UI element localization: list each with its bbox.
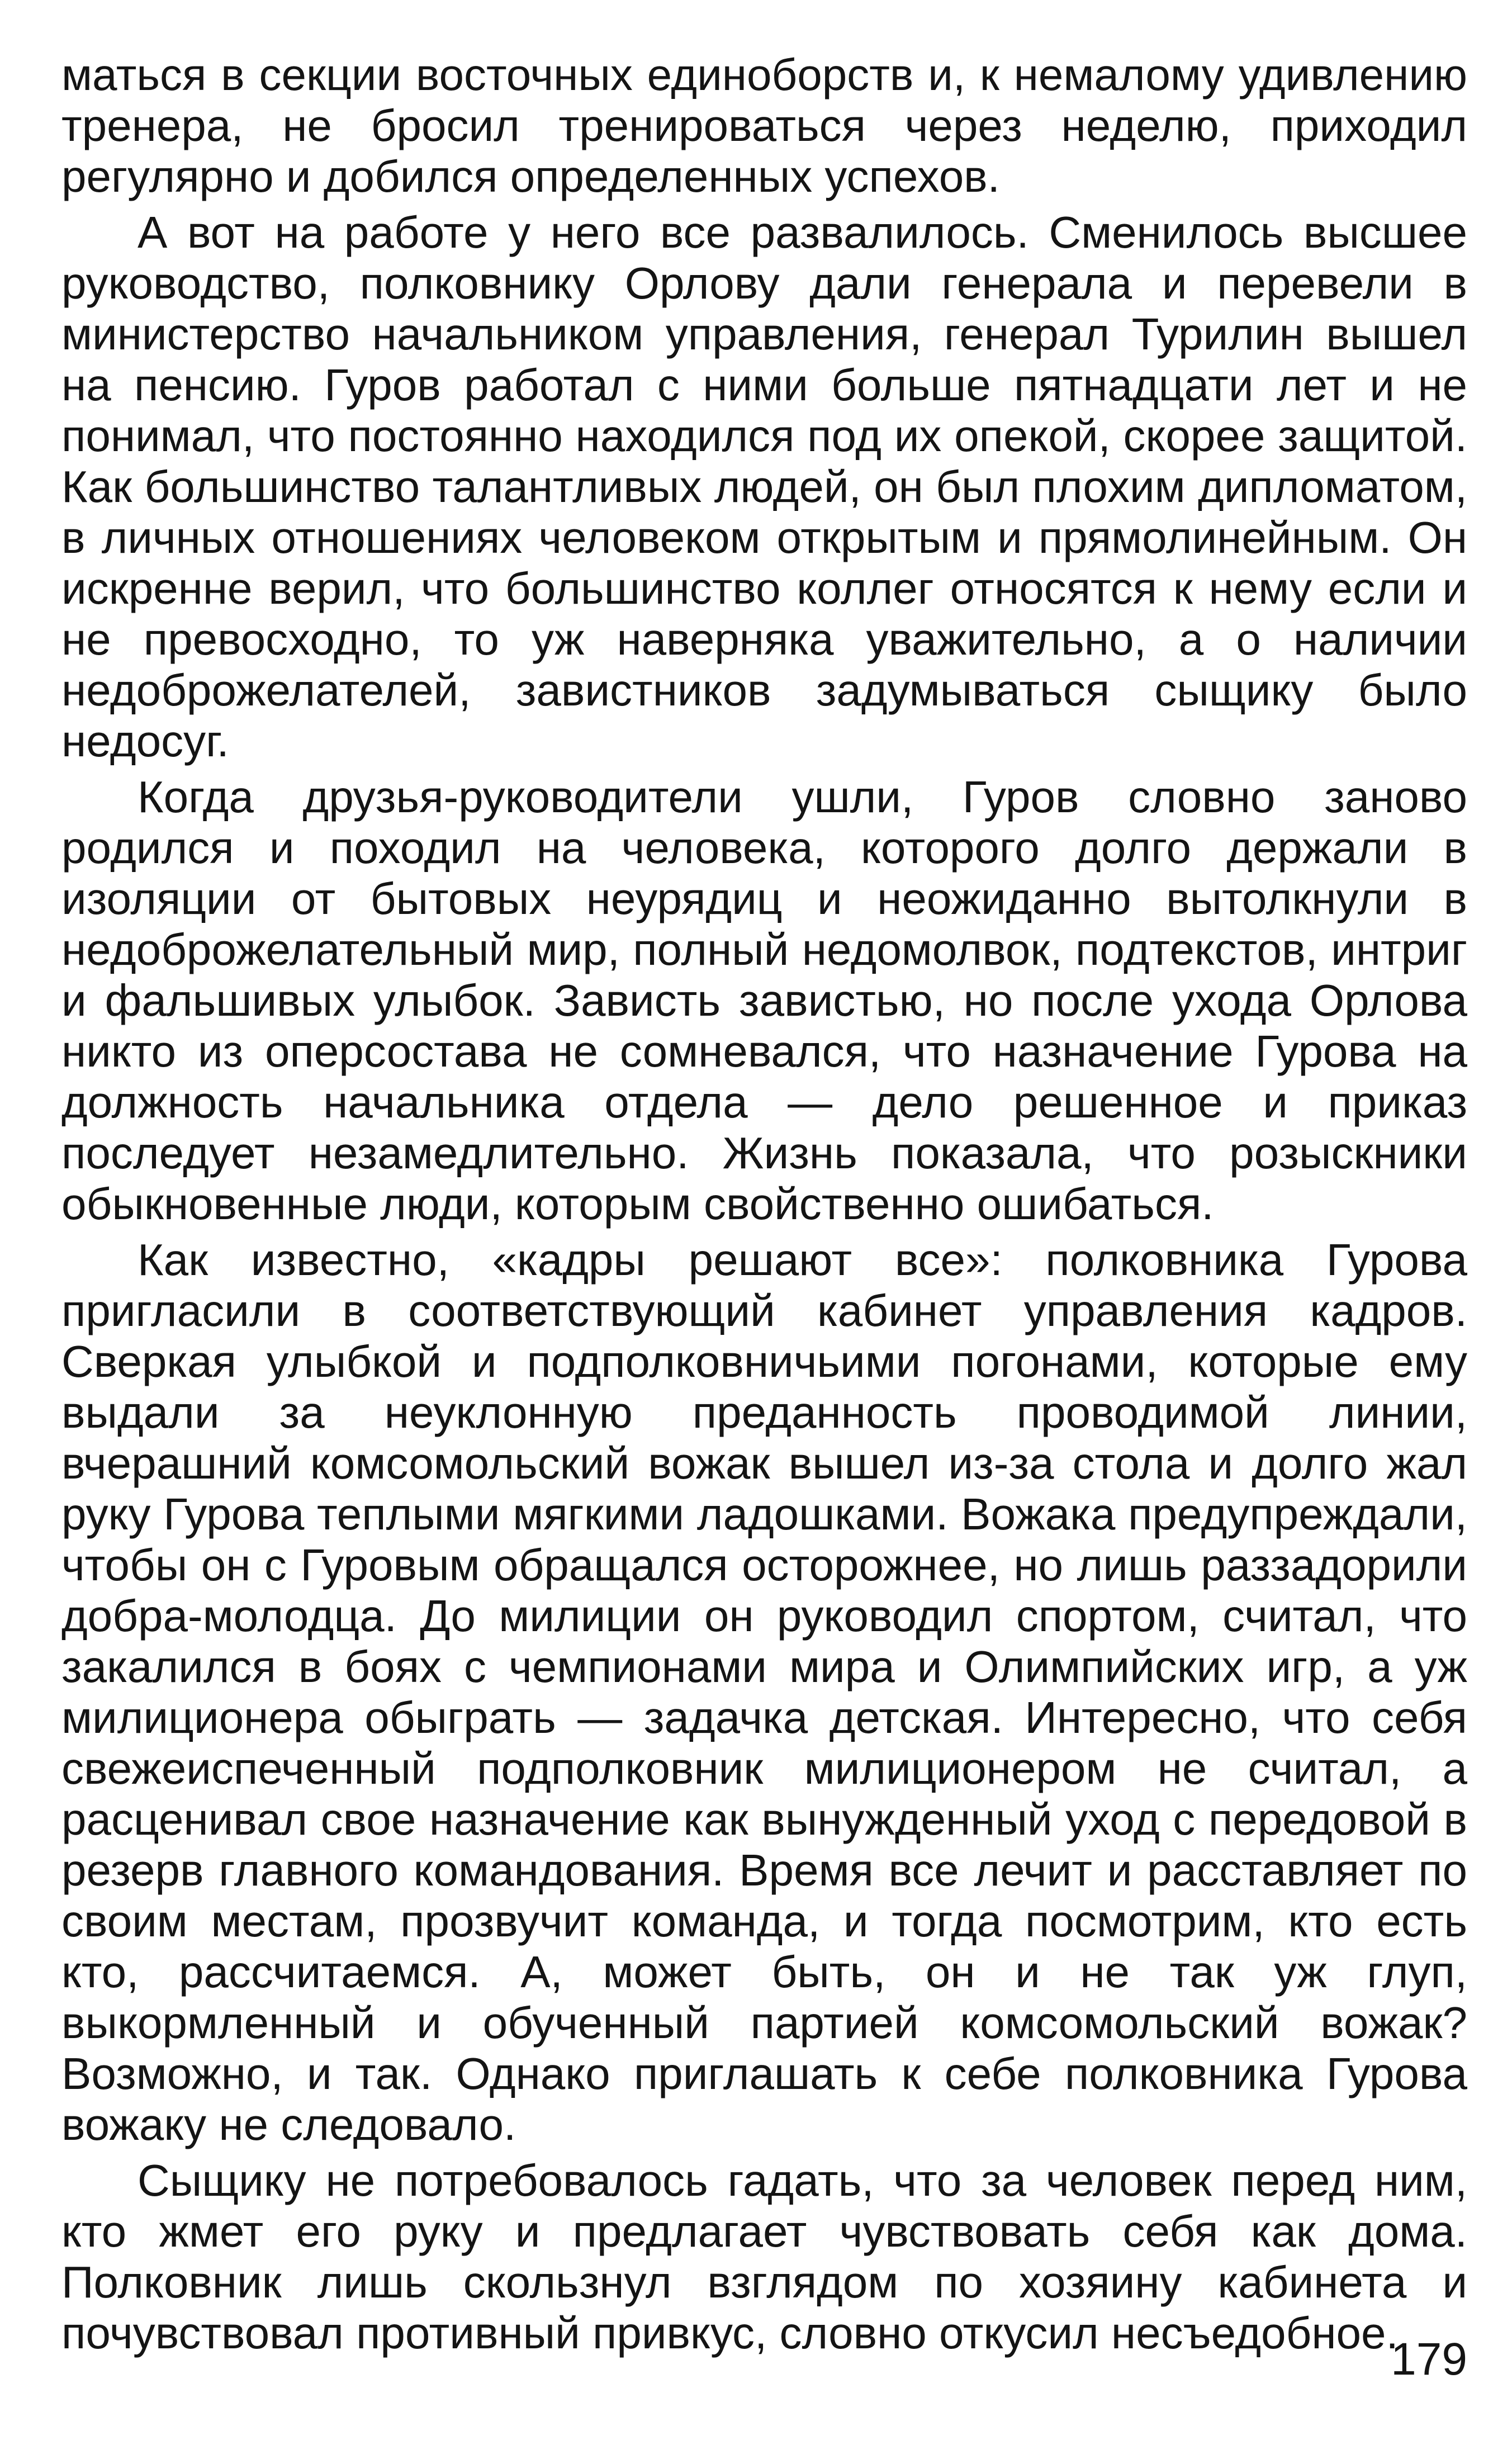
paragraph: Сыщику не потребовалось гадать, что за человек перед ним, кто жмет его руку и предлагает чувствовать себя как дома. Полковник лишь скользнул взглядом по хозяину кабинета и почувствовал противный привкус, словно откусил несъедобное. [61, 2155, 1467, 2358]
paragraph: А вот на работе у него все развалилось. Сменилось высшее руководство, полковнику Орлову дали генерала и перевели в министерство начальником управления, генерал Турилин вышел на пенсию. Гуров работал с ними больше пятнадцати лет и не понимал, что постоянно находился под их опекой, скорее защитой. Как большинство талантливых людей, он был плохим дипломатом, в личных отношениях человеком открытым и прямолинейным. Он искренне верил, что большинство коллег относятся к нему если и не превосходно, то уж наверняка уважительно, а о наличии недоброжелателей, завистников задумываться сыщику было недосуг. [61, 207, 1467, 766]
paragraph: Когда друзья-руководители ушли, Гуров словно заново родился и походил на человека, которого долго держали в изоляции от бытовых неурядиц и неожиданно вытолкнули в недоброжелательный мир, полный недомолвок, подтекстов, интриг и фальшивых улыбок. Зависть завистью, но после ухода Орлова никто из оперсостава не сомневался, что назначение Гурова на должность начальника отдела — дело решенное и приказ последует незамедлительно. Жизнь показала, что розыскники обыкновенные люди, которым свойственно ошибаться. [61, 772, 1467, 1229]
book-page [61, 49, 1467, 2363]
paragraph: маться в секции восточных единоборств и, к немалому удивлению тренера, не бросил тренироваться через неделю, приходил регулярно и добился определенных успехов. [61, 50, 1467, 201]
page-number: 179 [1391, 2334, 1467, 2385]
paragraph: Как известно, «кадры решают все»: полковника Гурова пригласили в соответствующий кабинет управления кадров. Сверкая улыбкой и подполковничьими погонами, которые ему выдали за неуклонную преданность проводимой линии, вчерашний комсомольский вожак вышел из-за стола и долго жал руку Гурова теплыми мягкими ладошками. Вожака предупреждали, чтобы он с Гуровым обращался осторожнее, но лишь раззадорили добра-молодца. До милиции он руководил спортом, считал, что закалился в боях с чемпионами мира и Олимпийских игр, а уж милиционера обыграть — задачка детская. Интересно, что себя свежеиспеченный подполковник милиционером не считал, а расценивал свое назначение как вынужденный уход с передовой в резерв главного командования. Время все лечит и расставляет по своим местам, прозвучит команда, и тогда посмотрим, кто есть кто, рассчитаемся. А, может быть, он и не так уж глуп, выкормленный и обученный партией комсомольский вожак? Возможно, и так. Однако приглашать к себе полковника Гурова вожаку не следовало. [61, 1235, 1467, 2149]
